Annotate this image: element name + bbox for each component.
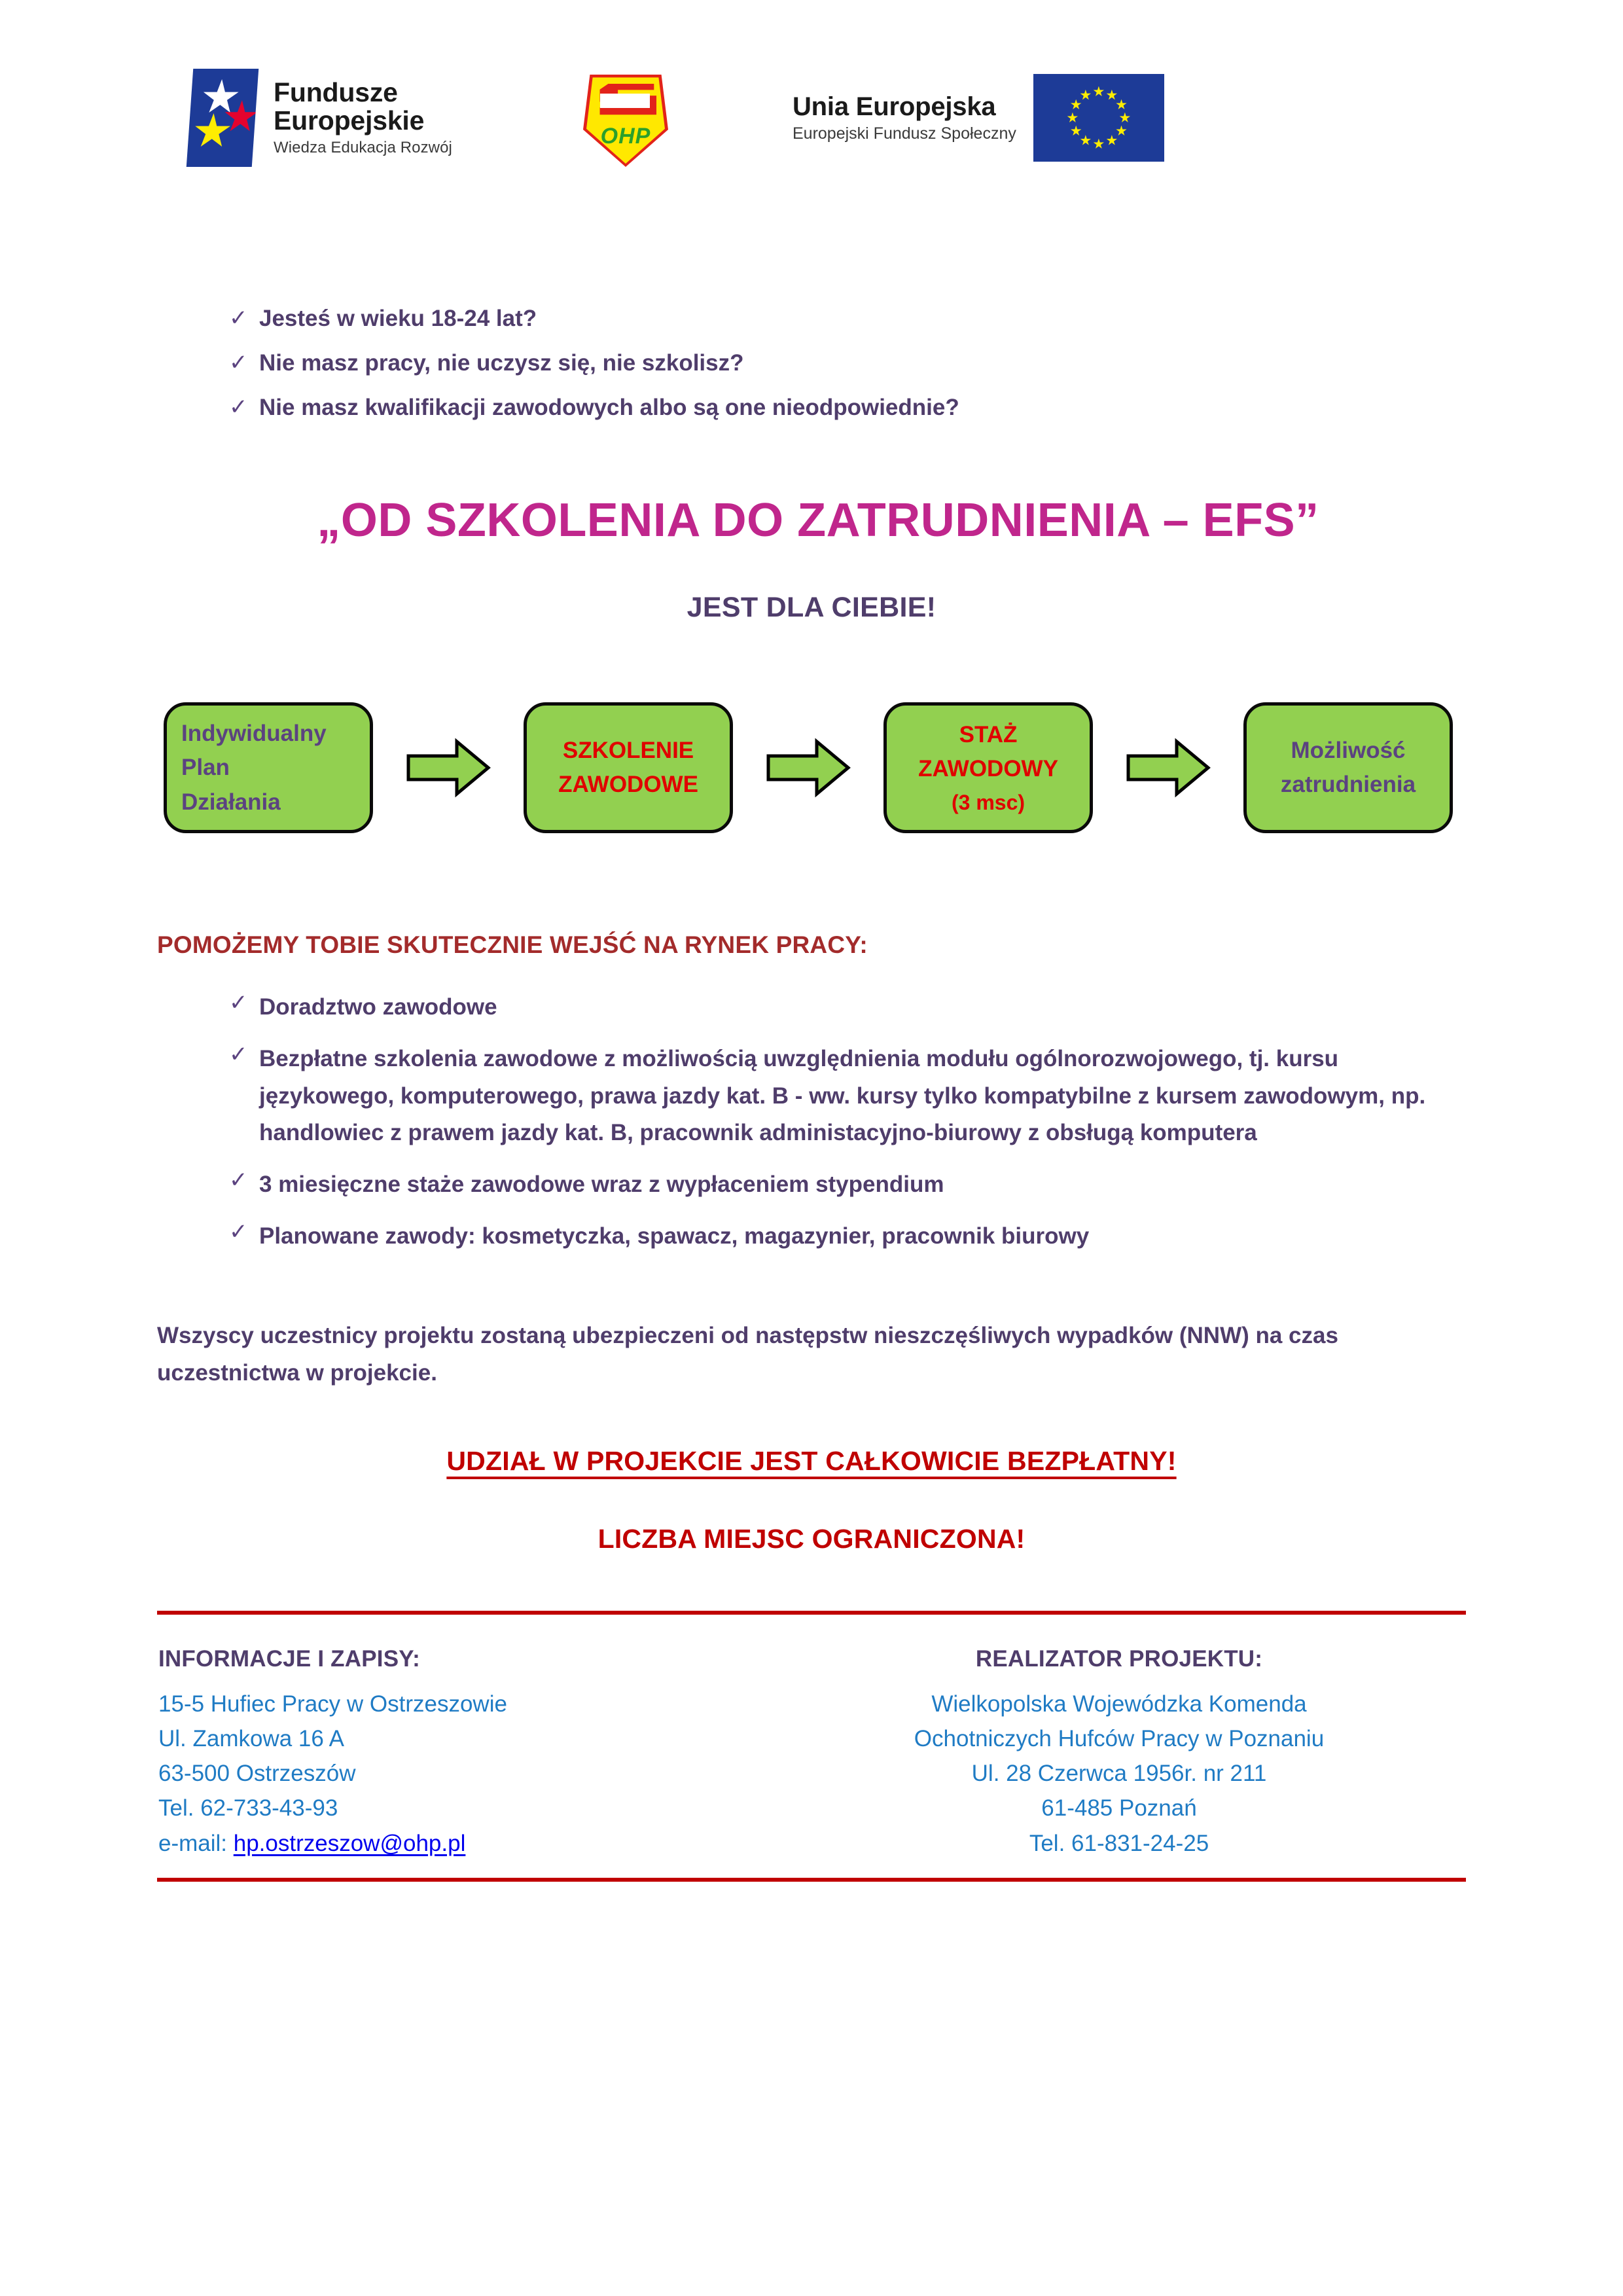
page-title: „OD SZKOLENIA DO ZATRUDNIENIA – EFS” (317, 494, 1319, 547)
fundusze-line-2: Europejskie (274, 105, 425, 135)
logo-bar (157, 0, 1466, 190)
eu-star-icon (1071, 99, 1082, 111)
unia-line-2: Europejski Fundusz Społeczny (793, 124, 1016, 143)
flow-diagram (157, 702, 1466, 833)
white-star-icon (201, 79, 240, 116)
email-link[interactable]: hp.ostrzeszow@ohp.pl (233, 1830, 466, 1856)
footer-line: 63-500 Ostrzeszów (158, 1761, 356, 1787)
footer-line: 15-5 Hufiec Pracy w Ostrzeszowie (158, 1691, 507, 1717)
benefit-text: 3 miesięczne staże zawodowe wraz z wypłaceniem stypendium (259, 1172, 944, 1197)
flow-box-line: SZKOLENIE (562, 737, 694, 763)
flow-box-line: ZAWODOWE (558, 772, 698, 798)
section-heading: POMOŻEMY TOBIE SKUTECZNIE WEJŚĆ NA RYNEK PRACY: (157, 931, 868, 959)
footer-column-organizer (812, 1646, 1466, 1861)
eu-star-icon (1106, 135, 1117, 146)
list-item (229, 1041, 1466, 1152)
flow-box-line: zatrudnienia (1280, 772, 1416, 798)
fundusze-europejskie-text (274, 79, 452, 157)
ohp-wordmark: OHP (600, 124, 651, 149)
page-subtitle: JEST DLA CIEBIE! (687, 592, 936, 624)
list-item (229, 304, 1466, 333)
check-icon: ✓ (229, 1219, 248, 1244)
eu-star-icon (1119, 113, 1130, 124)
footer-line: Wielkopolska Wojewódzka Komenda (931, 1691, 1307, 1717)
list-item (229, 989, 1466, 1026)
flow-box-vocational-training (524, 702, 733, 833)
flow-box-employment (1243, 702, 1453, 833)
eu-flag-icon (1033, 74, 1164, 162)
flow-box-individual-plan (164, 702, 373, 833)
check-icon: ✓ (229, 306, 248, 331)
list-item (229, 1166, 1466, 1204)
list-item (229, 1218, 1466, 1255)
eu-star-icon (1116, 126, 1127, 137)
flow-box-internship (883, 702, 1093, 833)
callout-limited: LICZBA MIEJSC OGRANICZONA! (597, 1523, 1026, 1554)
footer-line: Tel. 62-733-43-93 (158, 1795, 338, 1821)
unia-europejska-text (793, 93, 1016, 143)
check-icon: ✓ (229, 990, 248, 1016)
divider-bottom (157, 1878, 1466, 1882)
flow-box-line: Możliwość (1291, 737, 1406, 763)
question-text: Nie masz kwalifikacji zawodowych albo są one nieodpowiednie? (259, 394, 959, 420)
unia-line-1: Unia Europejska (793, 92, 996, 121)
eu-star-icon (1080, 135, 1091, 146)
footer-email-row (158, 1826, 812, 1861)
benefit-list (157, 989, 1466, 1255)
footer-heading-organizer: REALIZATOR PROJEKTU: (975, 1645, 1263, 1672)
callout-free: UDZIAŁ W PROJEKCIE JEST CAŁKOWICIE BEZPŁATNY! (446, 1445, 1177, 1476)
yellow-star-icon (193, 113, 232, 150)
eu-star-icon (1093, 86, 1104, 98)
check-icon: ✓ (229, 394, 248, 420)
flow-box-line: Plan (181, 755, 230, 780)
footer-line: 61-485 Poznań (1041, 1795, 1197, 1821)
ohp-symbol-white-band-icon (600, 94, 650, 108)
question-text: Nie masz pracy, nie uczysz się, nie szkolisz? (259, 350, 744, 376)
check-icon: ✓ (229, 1168, 248, 1193)
list-item (229, 393, 1466, 422)
flow-box-line: (3 msc) (951, 790, 1026, 814)
arrow-right-icon (406, 736, 491, 799)
footer-line: Ul. Zamkowa 16 A (158, 1725, 344, 1751)
ohp-logo (583, 69, 668, 167)
fundusze-line-1: Fundusze (274, 77, 398, 107)
fundusze-europejskie-logo (190, 69, 452, 167)
eu-star-icon (1116, 99, 1127, 111)
eu-star-icon (1067, 113, 1078, 124)
eu-star-icon (1093, 139, 1104, 150)
email-label: e-mail: (158, 1830, 234, 1856)
flow-box-line: STAŻ (959, 721, 1018, 747)
footer-line: Ul. 28 Czerwca 1956r. nr 211 (971, 1761, 1267, 1787)
flow-box-line: ZAWODOWY (918, 756, 1058, 782)
question-text: Jesteś w wieku 18-24 lat? (259, 306, 537, 331)
flow-box-line: Indywidualny (181, 720, 327, 746)
footer-heading-info: INFORMACJE I ZAPISY: (158, 1645, 421, 1672)
footer (157, 1615, 1466, 1861)
footer-line: Tel. 61-831-24-25 (1029, 1830, 1209, 1856)
arrow-right-icon (766, 736, 851, 799)
benefit-text: Planowane zawody: kosmetyczka, spawacz, magazynier, pracownik biurowy (259, 1223, 1090, 1249)
benefit-text: Bezpłatne szkolenia zawodowe z możliwością uwzględnienia modułu ogólnorozwojowego, tj. kursu językowego, komputerowego, prawa jazdy kat. B - ww. kursy tylko kompatybilne z kursem zawodowym, np. handlowiec z prawem jazdy kat. B, pracownik administacyjno-biurowy z obsługą komputera (259, 1045, 1426, 1146)
unia-europejska-logo (793, 74, 1164, 162)
flow-box-line: Działania (181, 789, 281, 815)
fundusze-line-3: Wiedza Edukacja Rozwój (274, 139, 452, 157)
eu-star-icon (1071, 126, 1082, 137)
check-icon: ✓ (229, 350, 248, 375)
footer-column-contact (157, 1646, 812, 1861)
question-list (157, 304, 1466, 422)
benefit-text: Doradztwo zawodowe (259, 994, 497, 1020)
check-icon: ✓ (229, 1041, 248, 1067)
arrow-right-icon (1126, 736, 1211, 799)
footer-line: Ochotniczych Hufców Pracy w Poznaniu (914, 1725, 1325, 1751)
insurance-note: Wszyscy uczestnicy projektu zostaną ubezpieczeni od następstw nieszczęśliwych wypadków (NNW) na czas uczestnictwa w projekcie. (157, 1323, 1338, 1386)
eu-star-icon (1106, 90, 1117, 101)
fundusze-europejskie-flag-icon (187, 69, 259, 167)
list-item (229, 349, 1466, 378)
eu-star-icon (1080, 90, 1091, 101)
